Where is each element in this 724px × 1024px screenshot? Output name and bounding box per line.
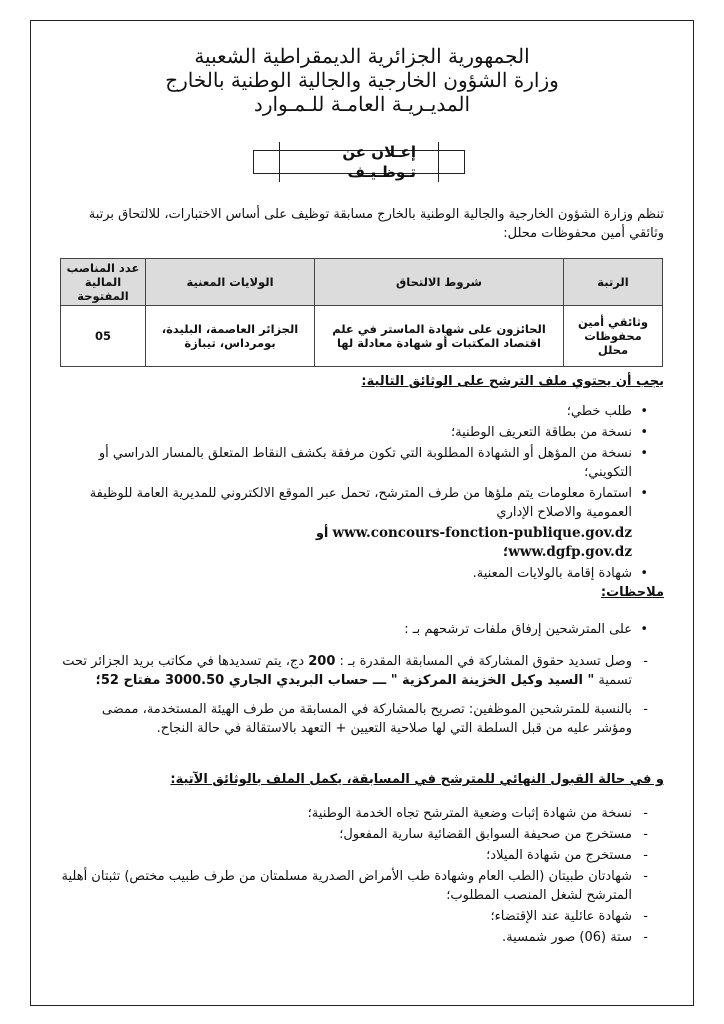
website-link-2[interactable]: www.dgfp.gov.dz bbox=[508, 544, 632, 560]
notes-title: ملاحظات: bbox=[600, 585, 664, 600]
header-ministry: وزارة الشؤون الخارجية والجالية الوطنية بالخارج bbox=[165, 68, 559, 92]
list-item: - مستخرج من صحيفة السوابق القضائية سارية المفعول؛ bbox=[339, 827, 648, 842]
cell-positions: 05 bbox=[61, 306, 146, 367]
cell-provinces: الجزائر العاصمة، البليدة، بومرداس، تيبازة bbox=[146, 306, 315, 367]
header-provinces: الولايات المعنية bbox=[146, 259, 315, 306]
list-item: • نسخة من بطاقة التعريف الوطنية؛ bbox=[451, 425, 648, 440]
list-item: - مستخرج من شهادة الميلاد؛ bbox=[486, 848, 648, 863]
notes-list bbox=[60, 620, 650, 641]
intro-paragraph: تنظم وزارة الشؤون الخارجية والجالية الوطنية بالخارج مسابقة توظيف على أساس الاختبارات، للالتحاق برتبة وثائقي أمين محفوظات محلل: bbox=[88, 207, 664, 241]
list-item: • نسخة من المؤهل أو الشهادة المطلوبة التي تكون مرفقة بكشف النقاط المتعلق بالمسار الدراسي أو التكويني؛ bbox=[98, 446, 648, 480]
or-word: أو bbox=[315, 526, 329, 541]
documents-list bbox=[60, 402, 650, 585]
fee-amount: 200 bbox=[308, 654, 336, 669]
list-item: • استمارة معلومات يتم ملؤها من طرف المترشح، تحمل عبر الموقع الالكتروني للمديرية العامة للوظيفة العمومية والاصلاح الإداري www.concours-fonction-publique.gov.dz أو www.dgfp.gov.dz؛ bbox=[89, 486, 648, 560]
list-item: - شهادتان طبيتان (الطب العام وشهادة طب الأمراض الصدرية مسلمتان من طرف طبيب مختص) تثبتان أهلية المترشح لشغل المنصب المطلوب؛ bbox=[61, 869, 648, 903]
list-item: - شهادة عائلية عند الإقتضاء؛ bbox=[490, 909, 648, 924]
list-item: - ستة (06) صور شمسية. bbox=[502, 930, 648, 945]
documents-title: يجب أن يحتوي ملف الترشح على الوثائق التالية: bbox=[361, 374, 664, 389]
list-item: - وصل تسديد حقوق المشاركة في المسابقة المقدرة بـ : 200 دج، يتم تسديدها في مكاتب بريد الجزائر تحت تسمية " السيد وكيل الخزينة المركزية " ـــ حساب البريدي الجاري 3000.50 مفتاح 52؛ bbox=[62, 654, 648, 688]
list-item: - بالنسبة للمترشحين الموظفين: تصريح بالمشاركة في المسابقة من طرف الهيئة المستخدمة، ممضى ومؤشر عليه من قبل السلطة التي لها صلاحية التعيين + التعهد بالاستقالة في حالة النجاح. bbox=[101, 702, 648, 736]
header-positions: عدد المناصب المالية المفتوحة bbox=[61, 259, 146, 306]
final-title: و في حالة القبول النهائي للمترشح في المسابقة، يكمل الملف بالوثائق الآتية: bbox=[170, 772, 664, 787]
list-item: - نسخة من شهادة إثبات وضعية المترشح تجاه الخدمة الوطنية؛ bbox=[307, 806, 648, 821]
list-item: • شهادة إقامة بالولايات المعنية. bbox=[472, 566, 648, 581]
final-list bbox=[60, 804, 650, 949]
header-directorate: المديـريـة العامـة للـمـوارد bbox=[253, 92, 471, 116]
header-republic: الجمهورية الجزائرية الديمقراطية الشعبية bbox=[194, 44, 530, 68]
posts-table bbox=[60, 258, 663, 367]
cell-grade: وثائقي أمين محفوظات محلل bbox=[564, 306, 663, 367]
announcement-title-box bbox=[253, 143, 465, 181]
website-link-1[interactable]: www.concours-fonction-publique.gov.dz bbox=[332, 525, 632, 541]
header-grade: الرتبة bbox=[564, 259, 663, 306]
list-item: • طلب خطي؛ bbox=[566, 404, 648, 419]
header-conditions: شروط الالتحاق bbox=[315, 259, 564, 306]
notes-details bbox=[60, 652, 650, 740]
document-header bbox=[60, 44, 664, 116]
announcement-title: إعـلان عن تـوظـيـف bbox=[279, 142, 439, 182]
cell-conditions: الحائزون على شهادة الماستر في علم اقتصاد المكتبات أو شهادة معادلة لها bbox=[315, 306, 564, 367]
table-header-row bbox=[61, 259, 663, 306]
list-item: • على المترشحين إرفاق ملفات ترشحهم بـ : bbox=[404, 622, 648, 637]
table-row bbox=[61, 306, 663, 367]
account-details: " السيد وكيل الخزينة المركزية " ـــ حساب البريدي الجاري 3000.50 مفتاح 52؛ bbox=[95, 673, 595, 688]
